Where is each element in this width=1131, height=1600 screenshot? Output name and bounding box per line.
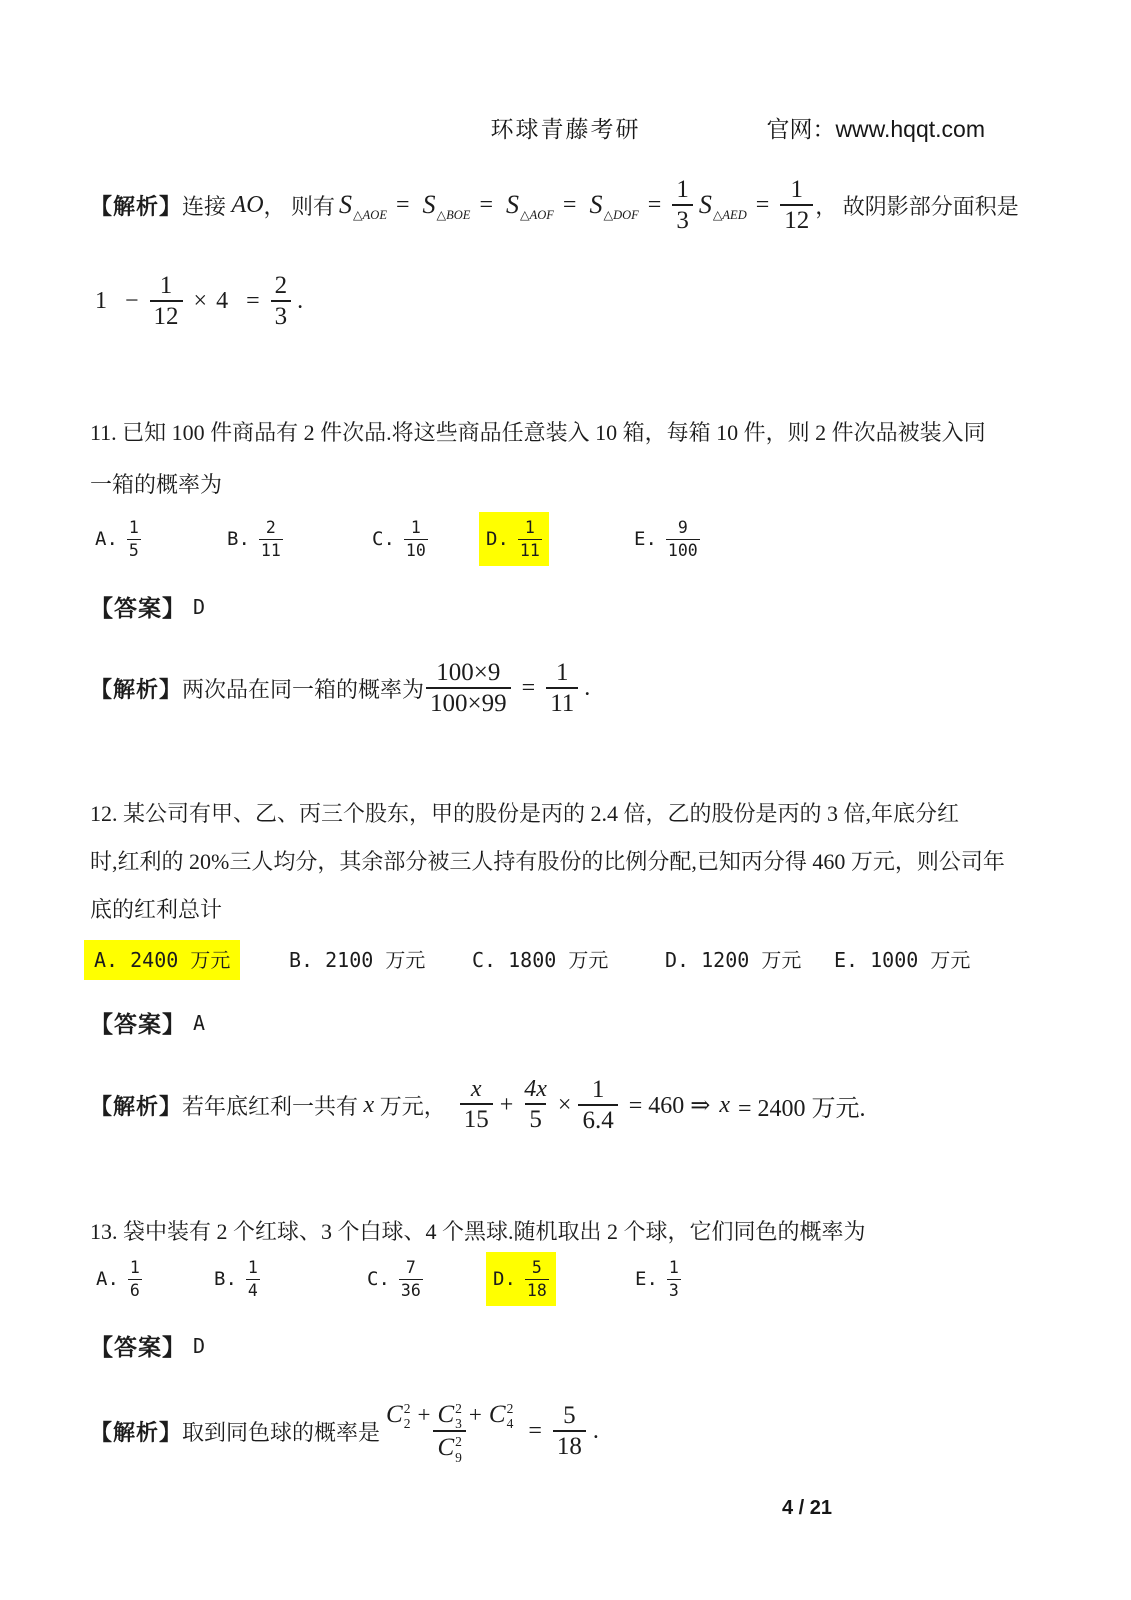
highlight-marker: D. 1 11	[479, 512, 549, 566]
fraction: 1 3	[668, 1258, 679, 1300]
answer-letter: A	[193, 1010, 206, 1035]
fraction-1-6.4: $\frac{1}{6.4}$	[578, 1075, 617, 1136]
fraction: 7 36	[400, 1258, 421, 1300]
equals: =	[755, 191, 770, 218]
fraction-one-twelfth: $\frac{1}{12}$	[150, 271, 183, 332]
minus: −	[125, 287, 139, 314]
fraction-result: $\frac{1}{11}$	[546, 658, 578, 719]
q11-stem-line2: 一箱的概率为	[90, 472, 223, 497]
equals: =	[479, 191, 493, 218]
q11-option-b: B. 2 11	[227, 518, 281, 560]
q12-option-e: E. 1000 万元	[834, 948, 971, 972]
math-S-DOF: S △DOF	[589, 190, 639, 222]
q13-option-e: E. 1 3	[635, 1258, 679, 1300]
q12-option-b: B. 2100 万元	[289, 948, 426, 972]
plus: +	[417, 1401, 431, 1427]
q11-stem	[90, 407, 1043, 511]
q13-options	[90, 1246, 1043, 1312]
answer-letter: D	[193, 1333, 206, 1358]
q12-option-a-highlighted	[94, 944, 230, 973]
highlight-marker: D. 5 18	[486, 1252, 556, 1306]
equals: =	[647, 191, 662, 218]
text: 万元，	[374, 1093, 446, 1119]
q11-options	[90, 506, 1043, 572]
fraction-one-third: $\frac{1}{3}$	[672, 175, 693, 236]
answer-label: 【答案】	[90, 1012, 186, 1037]
fraction: 1 6	[129, 1258, 140, 1300]
fraction: 5 18	[526, 1258, 547, 1300]
equals-implies: = 460 ⇒	[628, 1092, 711, 1119]
q12-stem-line2: 时,红利的 20%三人均分，其余部分被三人持有股份的比例分配,已知丙分得 460 万元，则公司年	[90, 849, 1005, 874]
number: 1	[95, 287, 107, 314]
math-S-AED: S △AED	[698, 190, 747, 222]
fraction-probability: $\frac{100\times 9}{100\times 99}$	[426, 658, 511, 719]
times: ×	[557, 1091, 572, 1118]
fraction: 1 4	[247, 1258, 258, 1300]
fraction: 1 11	[519, 518, 540, 560]
fraction: 1 5	[128, 518, 139, 560]
header-brand: 环球青藤考研	[490, 116, 641, 142]
q11-answer	[90, 590, 1043, 623]
q12-analysis	[90, 1064, 1043, 1146]
number: 4	[216, 287, 229, 314]
fraction-two-thirds: $\frac{2}{3}$	[271, 271, 292, 332]
solution10-line2	[90, 258, 1048, 344]
math-C-9-2: C 2 9	[437, 1434, 462, 1465]
q12-stem-line1: 12. 某公司有甲、乙、丙三个股东，甲的股份是丙的 2.4 倍，乙的股份是丙的 3 倍,年底分红	[90, 801, 960, 826]
math-var-AO: AO	[231, 191, 264, 218]
math-C-2-2: C 2 2	[386, 1400, 411, 1432]
period: .	[584, 674, 591, 701]
math-var-x: x	[363, 1091, 375, 1118]
analysis-label: 【解析】	[90, 193, 183, 219]
text: 两次品在同一箱的概率为	[182, 676, 425, 702]
fraction-4x-5: $\frac{4x}{5}$	[524, 1076, 547, 1134]
math-var-x: x	[719, 1091, 731, 1118]
q11-option-a: A. 1 5	[95, 518, 139, 560]
text: 若年底红利一共有	[182, 1093, 364, 1119]
q12-options	[90, 944, 1043, 990]
q11-analysis	[90, 648, 1043, 728]
equals: =	[246, 287, 260, 314]
q11-option-e: E. 9 100	[634, 518, 698, 560]
q12-stem	[90, 790, 1043, 934]
answer-label: 【答案】	[90, 1335, 186, 1360]
period: .	[297, 287, 304, 314]
q11-option-d-highlighted	[479, 506, 549, 572]
result-text: = 2400 万元.	[738, 1095, 866, 1122]
q13-answer	[90, 1329, 1043, 1362]
text: ， 故阴影部分面积是	[815, 193, 1019, 219]
fraction: 9 100	[667, 518, 698, 560]
text: 连接	[182, 193, 232, 219]
header-site-url: 官网：www.hqqt.com	[766, 116, 985, 142]
times: ×	[193, 287, 208, 314]
q11-stem-line1: 11. 已知 100 件商品有 2 件次品.将这些商品任意装入 10 箱，每箱 10 件，则 2 件次品被装入同	[90, 420, 986, 445]
q12-stem-line3: 底的红利总计	[90, 897, 223, 922]
fraction: 2 11	[260, 518, 281, 560]
highlight-marker: A. 2400 万元	[84, 940, 240, 980]
analysis-label: 【解析】	[90, 1093, 183, 1119]
answer-letter: D	[193, 594, 206, 619]
q13-option-a: A. 1 6	[96, 1258, 140, 1300]
q12-option-d: D. 1200 万元	[665, 948, 802, 972]
text: 取到同色球的概率是	[182, 1419, 381, 1445]
q13-option-c: C. 7 36	[367, 1258, 421, 1300]
math-S-AOF: S △AOF	[505, 190, 554, 222]
equals: =	[521, 674, 536, 701]
fraction-result: $\frac{5}{18}$	[553, 1401, 586, 1462]
math-S-BOE: S △BOE	[422, 190, 471, 222]
math-S-AOE: S △AOE	[339, 190, 387, 222]
answer-label: 【答案】	[90, 596, 186, 621]
fraction-combinations	[382, 1399, 517, 1463]
equals: =	[562, 191, 577, 218]
equals: =	[528, 1417, 542, 1444]
q13-analysis	[90, 1390, 1043, 1472]
math-C-3-2: C 2 3	[437, 1400, 462, 1432]
q12-option-c: C. 1800 万元	[472, 948, 609, 972]
page-number: 4 / 21	[782, 1497, 833, 1519]
q11-option-c: C. 1 10	[372, 518, 426, 560]
q13-option-b: B. 1 4	[214, 1258, 258, 1300]
text: ， 则有	[263, 193, 336, 219]
analysis-label: 【解析】	[90, 1419, 183, 1445]
fraction: 1 10	[405, 518, 426, 560]
fraction-one-twelfth: $\frac{1}{12}$	[780, 175, 813, 236]
q12-answer	[90, 1006, 1043, 1039]
q13-stem-line1: 13. 袋中装有 2 个红球、3 个白球、4 个黑球.随机取出 2 个球，它们同色的概率为	[90, 1219, 866, 1244]
math-C-4-2: C 2 4	[488, 1400, 514, 1432]
plus: +	[468, 1401, 482, 1427]
q13-option-d-highlighted	[486, 1246, 556, 1312]
plus: +	[499, 1091, 514, 1118]
solution10-line1	[90, 163, 1043, 247]
analysis-label: 【解析】	[90, 676, 183, 702]
period: .	[592, 1417, 599, 1444]
equals: =	[395, 191, 410, 218]
fraction-x-15: $\frac{x}{15}$	[460, 1075, 493, 1135]
